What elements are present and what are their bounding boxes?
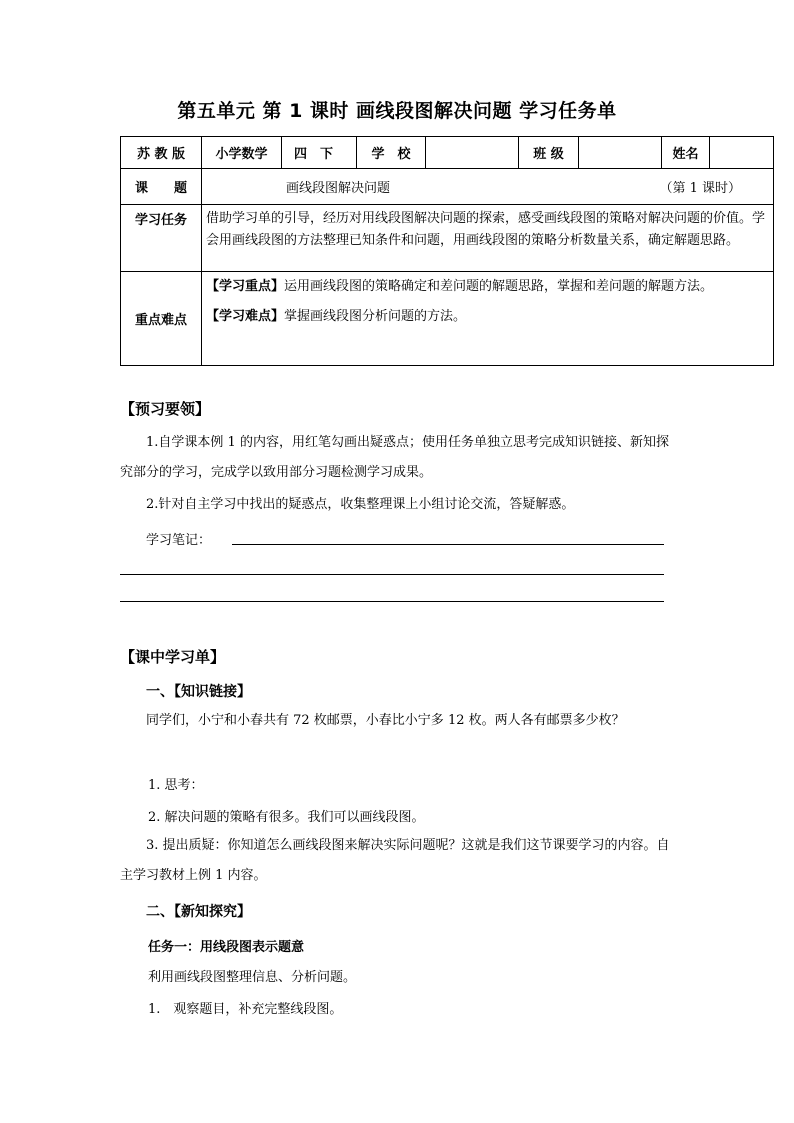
class-label: 班 级 [519,137,579,169]
subject-cell: 小学数学 [202,137,282,169]
task-text: 借助学习单的引导，经历对用线段图解决问题的探索，感受画线段图的策略对解决问题的价值。学会用画线段图的方法整理已知条件和问题，用画线段图的策略分析数量关系，确定解题思路。 [202,205,774,272]
knowledge-link-heading: 一、【知识链接】 [146,684,251,700]
name-label: 姓名 [662,137,710,169]
notes-line-2[interactable] [120,574,664,575]
task-label: 学习任务 [121,205,202,272]
info-row-1 [121,137,774,169]
topic-label: 课 题 [121,169,202,205]
difficulty-tag: 【学习难点】 [206,309,285,324]
page-title: 第五单元 第 1 课时 画线段图解决问题 学习任务单 [177,100,617,122]
preview-heading: 【预习要领】 [120,400,211,418]
focus-label: 重点难点 [121,272,202,366]
period-value: （第 1 课时） [659,181,741,196]
task1-item-1: 1. 观察题目，补充完整线段图。 [148,1002,343,1017]
notes-label: 学习笔记： [146,533,212,548]
knowledge-item-3: 3. 提出质疑：你知道怎么画线段图来解决实际问题呢？这就是我们这节课要学习的内容。自主学习教材上例 1 内容。 [120,838,670,883]
topic-value: 画线段图解决问题 [286,181,391,196]
knowledge-item-2: 2. 解决问题的策略有很多。我们可以画线段图。 [148,810,425,825]
new-knowledge-heading: 二、【新知探究】 [146,904,251,920]
focus-cell [202,272,774,366]
school-value[interactable] [426,137,519,169]
class-sheet-heading: 【课中学习单】 [120,648,226,666]
preview-para-2: 2.针对自主学习中找出的疑惑点，收集整理课上小组讨论交流，答疑解惑。 [146,497,575,512]
notes-line-3[interactable] [120,601,664,602]
edition-label: 苏 教 版 [121,137,202,169]
task1-text: 利用画线段图整理信息、分析问题。 [148,970,357,985]
info-table [120,136,774,366]
info-row-2 [121,169,774,205]
preview-para-1: 1.自学课本例 1 的内容，用红笔勾画出疑惑点；使用任务单独立思考完成知识链接、新知探究部分的学习，完成学以致用部分习题检测学习成果。 [120,435,669,480]
difficulty-text: 掌握画线段图分析问题的方法。 [284,309,467,324]
class-value[interactable] [579,137,662,169]
key-tag: 【学习重点】 [206,279,285,294]
info-row-4 [121,272,774,366]
key-text: 运用画线段图的策略确定和差问题的解题思路，掌握和差问题的解题方法。 [284,279,714,294]
name-value[interactable] [710,137,774,169]
topic-cell [202,169,774,205]
notes-line-1[interactable] [232,544,664,545]
task1-heading: 任务一：用线段图表示题意 [148,940,305,955]
info-row-3 [121,205,774,272]
knowledge-item-1: 1. 思考： [148,778,204,793]
school-label: 学 校 [357,137,426,169]
knowledge-link-text: 同学们，小宁和小春共有 72 枚邮票，小春比小宁多 12 枚。两人各有邮票多少枚？ [146,713,625,728]
grade-cell: 四 下 [282,137,357,169]
